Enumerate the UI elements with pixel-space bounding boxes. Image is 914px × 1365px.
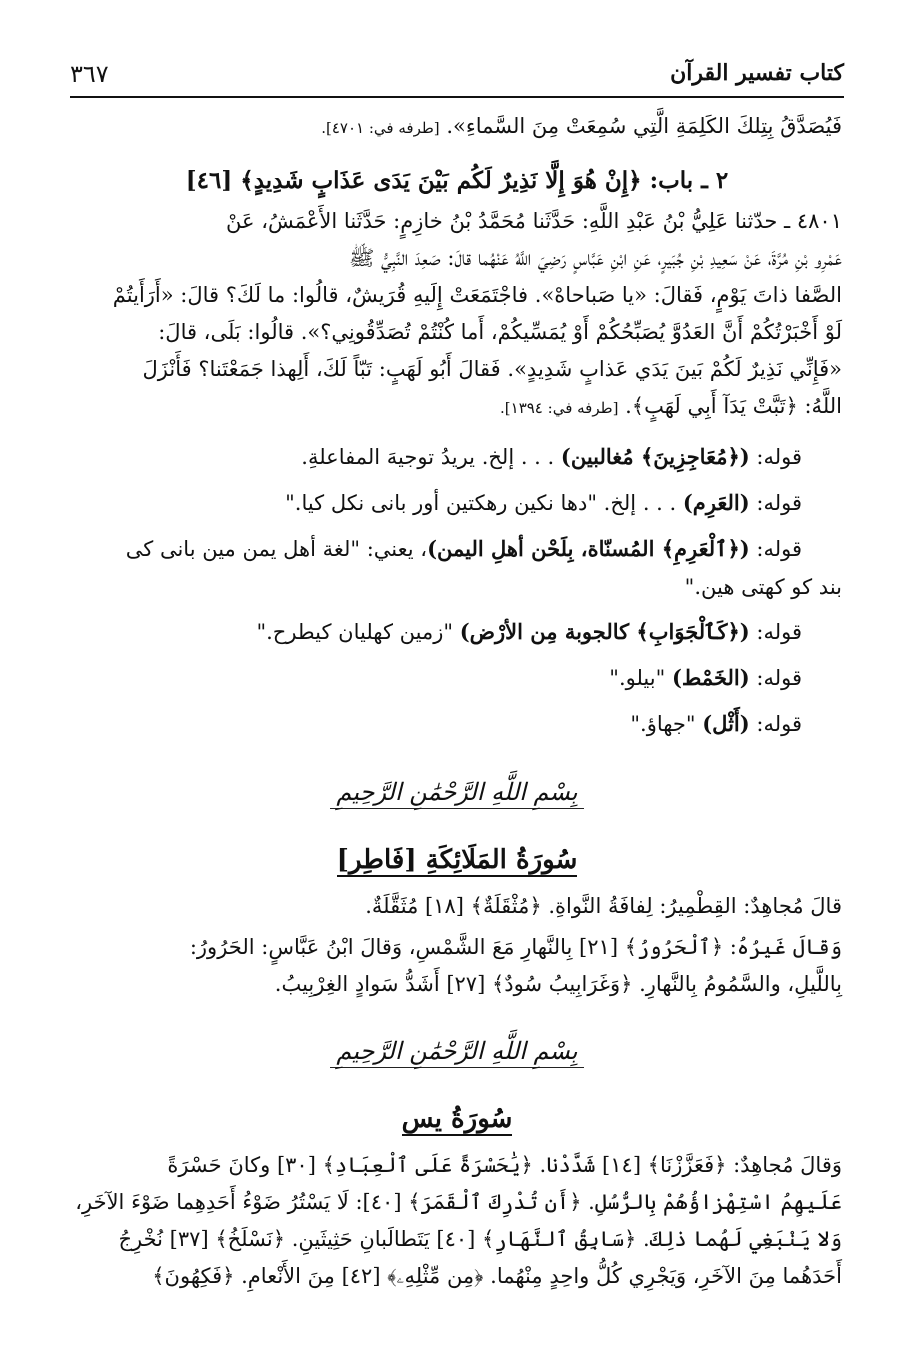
note-text: "بيلو."	[609, 666, 672, 690]
note-line	[72, 612, 842, 652]
basmala-heading	[72, 774, 842, 810]
page-number: ٣٦٧	[70, 60, 109, 88]
note-lead: قوله:	[749, 620, 802, 644]
note-text: . . . إلخ. يريدُ توجيهَ المفاعلةِ.	[301, 445, 561, 469]
note-term: (﴿مُعَاجِزِينَ﴾ مُغالبين)	[560, 444, 750, 469]
note-lead: قوله:	[749, 445, 802, 469]
chapter-heading: ٢ ـ باب: ﴿إِنْ هُوَ إِلَّا نَذِيرٌ لَكُم بَيْنَ يَدَى عَذَابٍ شَدِيدٍ﴾ [٤٦]	[185, 167, 729, 194]
hadith-ref: [طرفه في: ١٣٩٤].	[500, 399, 619, 417]
note-lead: قوله:	[749, 491, 802, 515]
hadith-line: الصَّفا ذاتَ يَوْمٍ، فَقالَ: «يا صَباحاهْ». فاجْتَمَعَتْ إِلَيهِ قُرَيشٌ، قالُوا: ما لَكَ؟ قالَ: «أَرَأَيتُمْ	[112, 283, 842, 307]
note-line	[72, 704, 842, 744]
note-term: (العَرِم)	[682, 490, 750, 515]
book-title: كتاب تفسير القرآن	[670, 60, 844, 86]
note-term: (الخَمْط)	[671, 665, 750, 690]
page-header	[70, 52, 844, 98]
surah-title-yasin	[72, 1097, 842, 1141]
surah-line: وَقالَ مُجاهِدٌ: ﴿فَعَزَّزْنَا﴾ [١٤] شَدَّدْنا. ﴿يَٰحَسْرَةً عَلَى ٱلْعِبَادِ﴾ [٣٠] وكانَ حَسْرَةً	[167, 1153, 842, 1177]
note-term: (أَثْل)	[702, 711, 750, 736]
surah-line: قالَ مُجاهِدٌ: القِطْمِيرُ: لِفافَةُ النَّواةِ. ﴿مُثْقَلَةٌ﴾ [١٨] مُثَقَّلَةٌ.	[365, 894, 842, 918]
surah-line: بِاللَّيلِ، والسَّمُومُ بِالنَّهارِ. ﴿وَغَرَابِيبُ سُودٌ﴾ [٢٧] أَشَدُّ سَوادٍ الغِرْبِيبُ.	[274, 972, 842, 996]
note-text: . . . إلخ. "دها نكين رهكتين أور بانى نكل كيا."	[285, 491, 683, 515]
note-term: (﴿كَٱلْجَوَابِ﴾ كالجوبة مِن الأرْض)	[459, 619, 750, 644]
surah-title-text: سُورَةُ المَلَائِكَةِ [فَاطِر]	[336, 845, 578, 875]
surah-fatir-block	[72, 888, 842, 1003]
note-text: ، يعني: "لغة أهل يمن مين بانى كى	[125, 537, 428, 561]
surah-line: وَقالَ غَيرُهُ: ﴿ٱلْحَرُورُ﴾ [٢١] بِالنَّهارِ مَعَ الشَّمْسِ، وَقالَ ابْنُ عَبَّاسٍ: الحَرُورُ:	[189, 935, 842, 959]
hadith-line: لَوْ أَخْبَرْتُكُمْ أَنَّ العَدُوَّ يُصَبِّحُكُمْ أَوْ يُمَسِّيكُمْ، أَما كُنْتُمْ تُصَدِّقُونِي؟». قالُوا: بَلَى، قالَ:	[158, 320, 842, 344]
intro-text: فَيُصَدَّقُ بِتِلكَ الكَلِمَةِ الَّتِي سُمِعَتْ مِنَ السَّماءِ».	[446, 114, 842, 138]
surah-title-text: سُورَةُ يس	[401, 1104, 513, 1134]
note-text: "جهاؤ."	[630, 712, 703, 736]
note-text: "زمين كهليان كيطرح."	[256, 620, 460, 644]
page-body	[72, 108, 842, 1295]
basmala-heading	[72, 1033, 842, 1069]
hadith-line: عَمْرِو بْنِ مُرَّةَ، عَنْ سَعِيدِ بْنِ جُبَيرٍ، عَنِ ابْنِ عَبَّاسٍ رَضِيَ اللَّهُ عَنْهُما قالَ: صَعِدَ النَّبِيُّ ﷺ	[349, 246, 842, 270]
note-continuation: بند كو كهتى هين."	[684, 575, 842, 599]
surah-line: وَلا يَنْبَغِي لَهُما ذلِكَ. ﴿سَابِقُ ٱلنَّهَارِ﴾ [٤٠] يَتَطالَبانِ حَثِيثَينِ. ﴿نَسْلَخُ﴾ [٣٧] نُخْرِجُ	[118, 1227, 842, 1251]
hadith-line	[72, 388, 842, 427]
note-lead: قوله:	[749, 537, 802, 561]
surah-title-fatir	[72, 838, 842, 882]
hadith-block	[72, 203, 842, 427]
hadith-line: ٤٨٠١ ـ حدّثنا عَلِيُّ بْنُ عَبْدِ اللَّهِ: حَدَّثَنا مُحَمَّدُ بْنُ خازِمٍ: حَدَّثَنا الأَعْمَشُ، عَنْ	[226, 209, 842, 233]
note-term: (﴿ٱلْعَرِمِ﴾ المُسنّاة، بِلَحْن أهلِ اليمن)	[427, 536, 750, 561]
surah-line: عَلَيهِمُ اسْتِهْزاؤُهُمْ بِالرُّسُلِ. ﴿أَن تُدْرِكَ ٱلْقَمَرَ﴾ [٤٠]: لَا يَسْتُرُ ضَوْءُ أَحَدِهِما ضَوْءَ الآخَرِ،	[75, 1190, 842, 1214]
hadith-line: «فَإِنِّي نَذِيرٌ لَكُمْ بَينَ يَدَي عَذابٍ شَدِيدٍ». فَقالَ أَبُو لَهَبٍ: تَبّاً لَكَ، أَلِهذا جَمَعْتَنا؟ فَأَنْزَلَ	[142, 357, 842, 381]
note-lead: قوله:	[749, 666, 802, 690]
hadith-last-text: اللَّهُ: ﴿تَبَّتْ يَدَآ أَبِي لَهَبٍ﴾.	[625, 394, 842, 418]
note-line	[72, 529, 842, 569]
basmala-text: بِسْمِ اللَّهِ الرَّحْمَٰنِ الرَّحِيمِ	[330, 778, 583, 809]
note-line	[72, 437, 842, 477]
surah-yasin-block	[72, 1147, 842, 1295]
intro-line	[72, 108, 842, 147]
surah-line: أَحَدَهُما مِنَ الآخَرِ، وَيَجْرِي كُلُّ واحِدٍ مِنْهُما. ﴿مِن مِّثْلِهِۦ﴾ [٤٢] مِنَ الأَنْعامِ. ﴿فَكِهُونَ﴾	[152, 1264, 842, 1288]
note-line	[72, 658, 842, 698]
note-lead: قوله:	[749, 712, 802, 736]
notes-block	[72, 437, 842, 744]
basmala-text: بِسْمِ اللَّهِ الرَّحْمَٰنِ الرَّحِيمِ	[330, 1037, 583, 1068]
note-line	[72, 483, 842, 523]
intro-ref: [طرفه في: ٤٧٠١].	[321, 119, 440, 137]
